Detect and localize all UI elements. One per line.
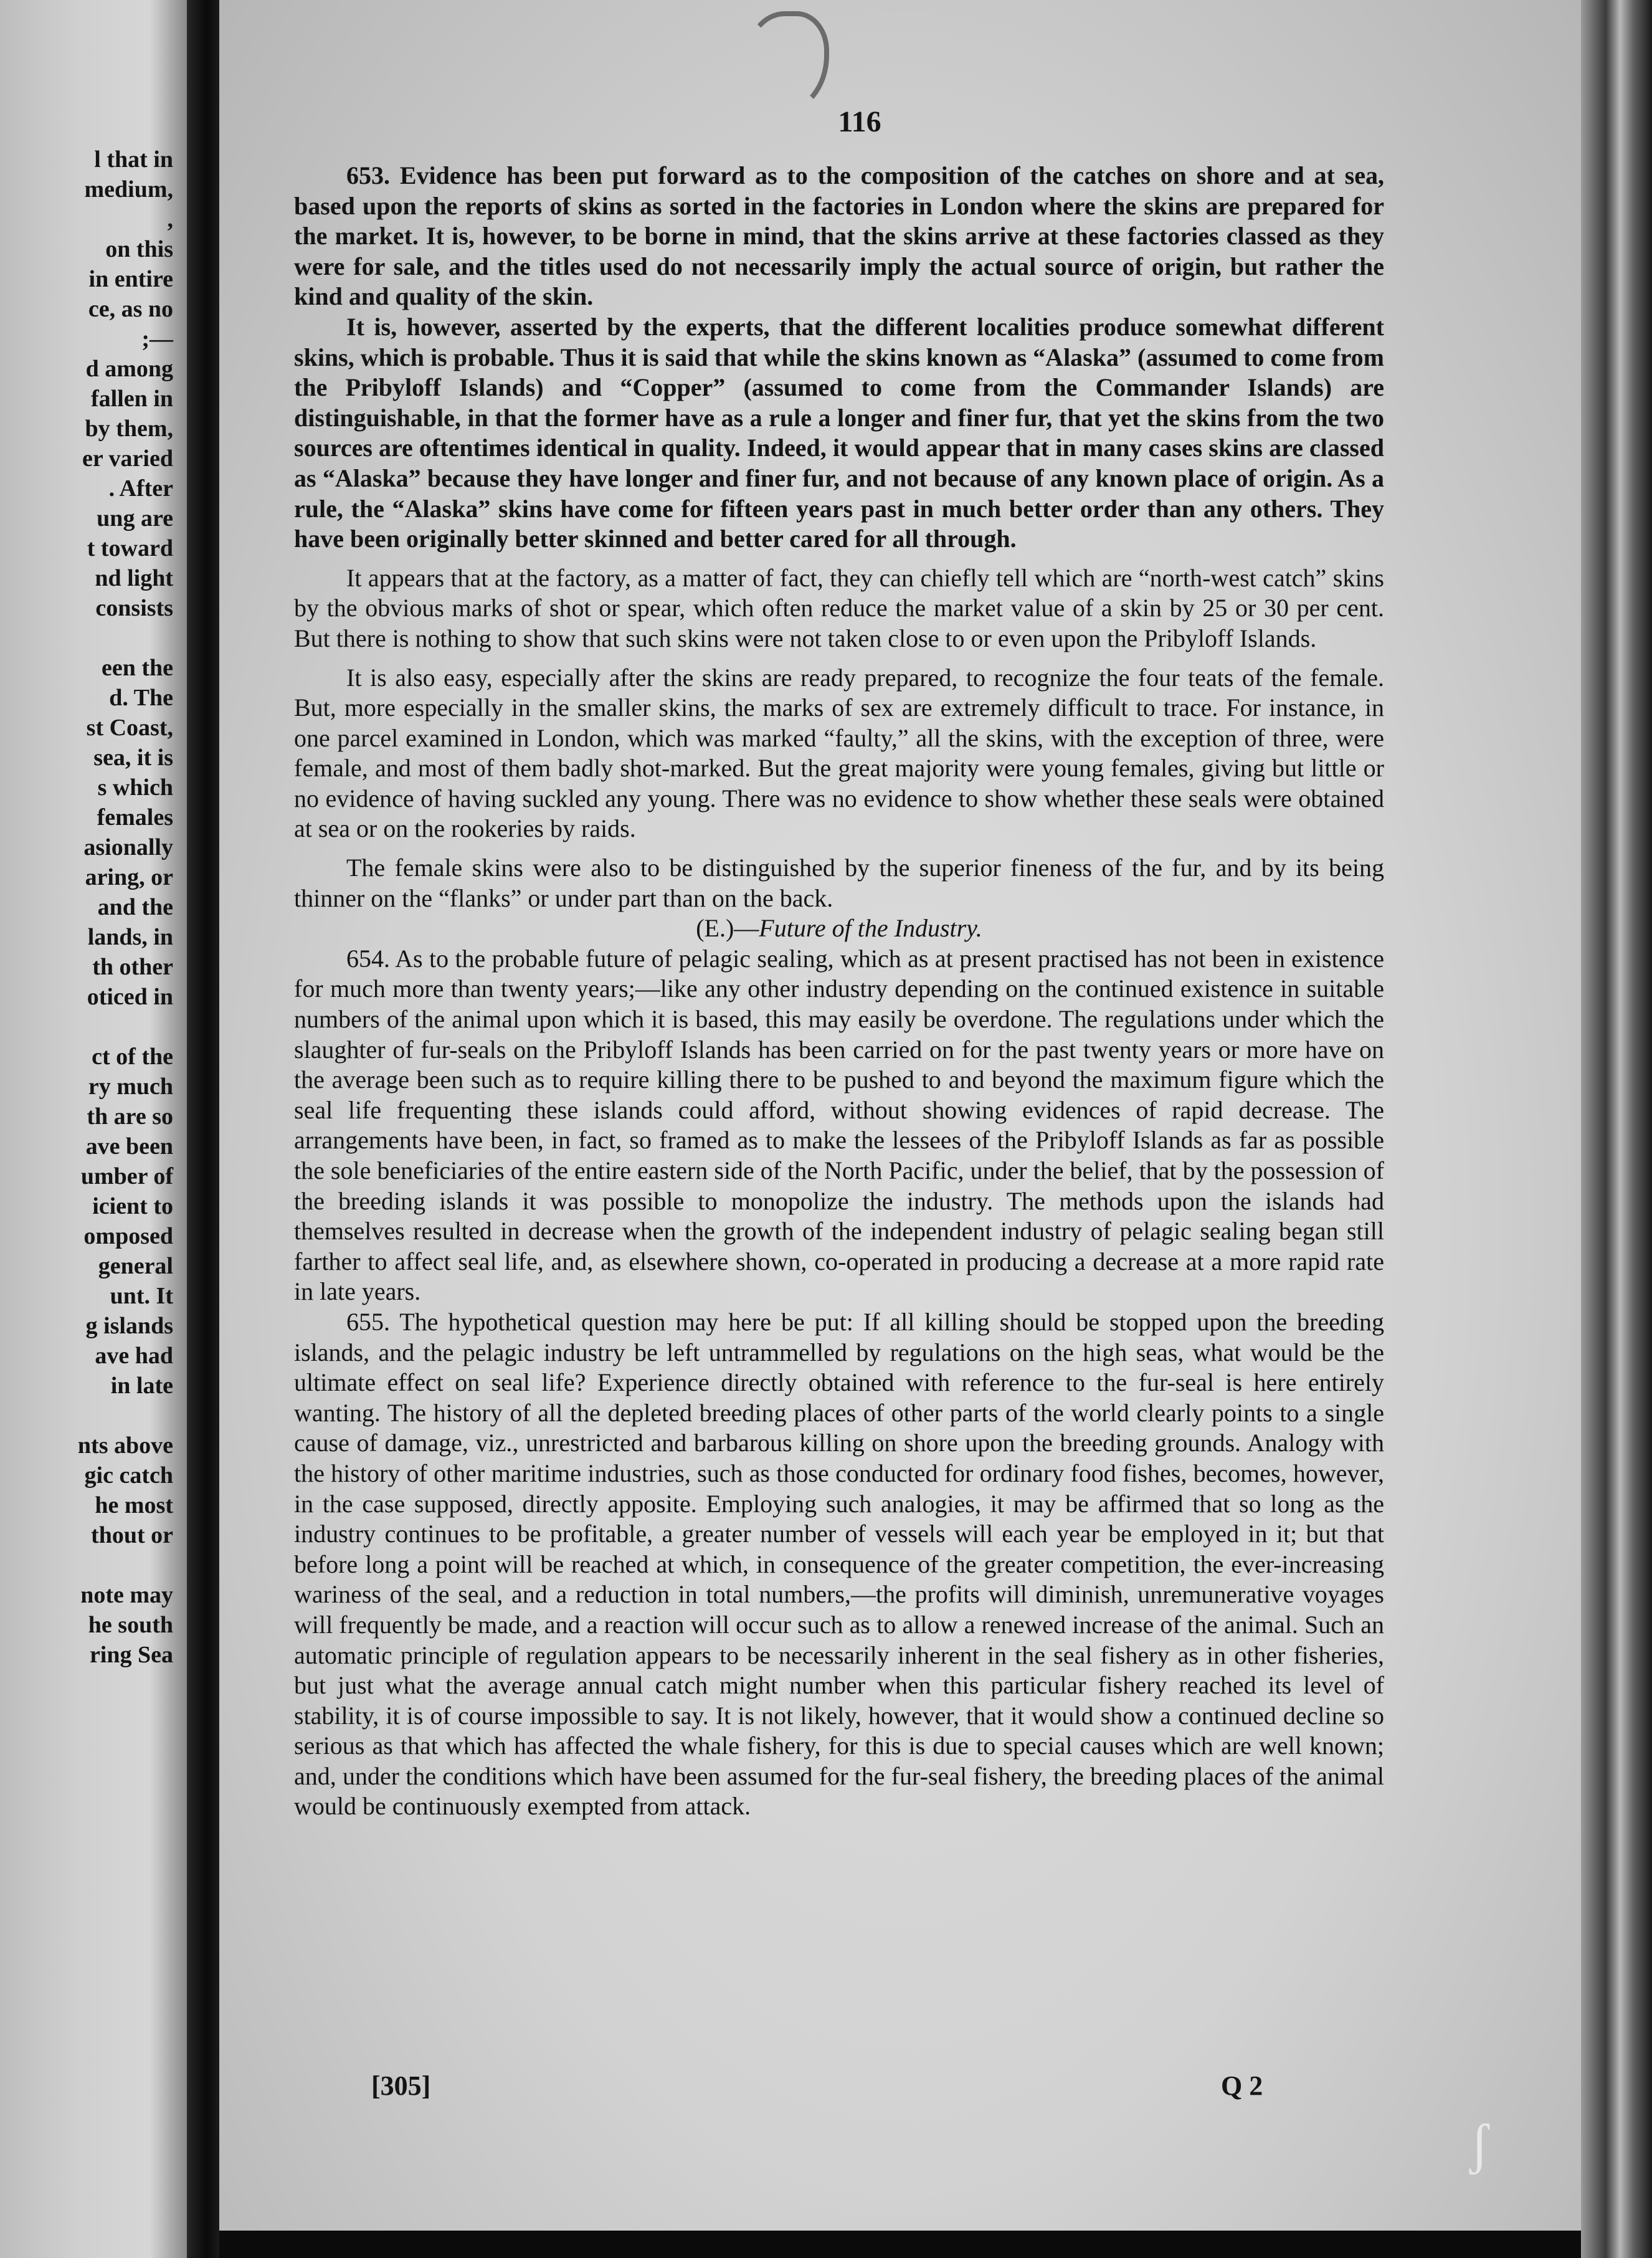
paragraph-653-localities: It is, however, asserted by the experts, that the different localities produce somewhat different skins, which is probable. Thus it is said that while the skins known as “Alaska” (assumed to come from the Pribyloff Islands) and “Copper” (assumed to come from the Commander Islands) are distinguishable, in that the former have as a rule a longer and finer fur, that yet the skins from the two sources are oftentimes identical in quality. Indeed, it would appear that in many cases skins are classed as “Alaska” because they have longer and finer fur, and not because of any known place of origin. As a rule, the “Alaska” skins have come for fifteen years past in much better order than any others. They have been originally better skinned and better cared for all through. xyxy=(294,312,1384,553)
page-edge xyxy=(1581,0,1652,2258)
facing-page-line: in entire xyxy=(88,266,173,292)
facing-page-gap xyxy=(78,1012,173,1042)
section-heading-title: Future of the Industry. xyxy=(759,914,982,943)
facing-page-line: he south xyxy=(88,1612,173,1638)
facing-page-gap xyxy=(78,623,173,653)
facing-page-line: aring, or xyxy=(85,864,173,890)
facing-page-line: een the xyxy=(101,655,173,681)
facing-page-line: note may xyxy=(80,1582,173,1608)
facing-page-line: th other xyxy=(92,954,173,980)
facing-page-line: medium, xyxy=(84,176,173,202)
facing-page-line: gic catch xyxy=(84,1462,173,1489)
paragraph-653-female-skins: The female skins were also to be distinguished by the superior fineness of the fur, and by its being thinner on the “flanks” or under part than on the back. xyxy=(294,854,1384,912)
facing-page-line: st Coast, xyxy=(86,715,173,741)
facing-page-line: ce, as no xyxy=(88,296,173,322)
facing-page-line: sea, it is xyxy=(93,745,173,771)
facing-page-line: oticed in xyxy=(87,984,173,1010)
facing-page-line: ;— xyxy=(141,326,173,352)
facing-page-line: fallen in xyxy=(91,386,173,412)
facing-page-line: umber of xyxy=(80,1163,173,1189)
book-gutter xyxy=(187,0,219,2258)
paragraph-654: 654. As to the probable future of pelagic sealing, which as at present practised has not been in existence for much more than twenty years;—like any other industry depending on the continued existence in suitable numbers of the animal upon which it is based, this may easily be overdone. The regulations under which the slaughter of fur-seals on the Pribyloff Islands has been carried on for the past twenty years or more have on the average been such as to require killing there to be pushed to and beyond the maximum figure which the seal life frequenting these islands could afford, without showing evidences of rapid decrease. The arrangements have been, in fact, so framed as to make the lessees of the Pribyloff Islands as far as possible the sole beneficiaries of the entire eastern side of the North Pacific, under the belief, that by the possession of the breeding islands it was possible to monopolize the industry. The methods upon the islands had themselves resulted in decrease when the growth of the independent industry of pelagic sealing began still farther to affect seal life, and, as elsewhere shown, co-operated in producing a decrease at a more rapid rate in late years. xyxy=(294,944,1384,1306)
facing-page-line: he most xyxy=(95,1492,173,1518)
facing-page-line: thout or xyxy=(91,1522,173,1548)
paragraph-655: 655. The hypothetical question may here be put: If all killing should be stopped upon the breeding islands, and the pelagic industry be left untrammelled by regulations on the high seas, what would be the ultimate effect on seal life? Experience directly obtained with reference to the fur-seal is here entirely wanting. The history of all the depleted breeding places of other parts of the world clearly points to a single cause of damage, viz., unrestricted and barbarous killing on shore upon the breeding grounds. Analogy with the history of other maritime industries, such as those conducted for ordinary food fishes, becomes, however, in the case supposed, directly apposite. Employing such analogies, it may be affirmed that so long as the industry continues to be profitable, a greater number of vessels will each year be employed in it; but that before long a point will be reached at which, in consequence of the greater competition, the ever-increasing wariness of the seal, and a reduction in total numbers,—the profits will diminish, unremunerative voyages will frequently be made, and a reaction will occur such as to allow a renewed increase of the animal. Such an automatic principle of regulation appears to be necessarily inherent in the seal fishery as in other fisheries, but just what the average annual catch might number when this particular fishery reached its level of stability, it is of course impossible to say. It is not likely, however, that it would show a continued decline so serious as that which has affected the whale fishery, for this is due to special causes which are well known; and, under the conditions which have been assumed for the fur-seal fishery, the breeding places of the animal would be continuously exempted from attack. xyxy=(294,1307,1384,1821)
paragraph-653-female-teats: It is also easy, especially after the skins are ready prepared, to recognize the four teats of the female. But, more especially in the smaller skins, the marks of sex are extremely difficult to trace. For instance, in one parcel examined in London, which was marked “faulty,” all the skins, with the exception of three, were female, and most of them badly shot-marked. But the great majority were young females, giving but little or no evidence of having suckled any young. There was no evidence to show whether these seals were obtained at sea or on the rookeries by raids. xyxy=(294,663,1384,843)
facing-page-line: and the xyxy=(97,894,173,920)
section-heading xyxy=(294,913,1384,944)
facing-page-line: ave been xyxy=(85,1133,173,1160)
facing-page-line: unt. It xyxy=(110,1283,173,1309)
facing-page-line: by them, xyxy=(85,416,173,442)
paragraph-653-factory: It appears that at the factory, as a matter of fact, they can chiefly tell which are “north-west catch” skins by the obvious marks of shot or spear, which often reduce the market value of a skin by 25 or 30 per cent. But there is nothing to show that such skins were not taken close to or even upon the Pribyloff Islands. xyxy=(294,563,1384,652)
facing-page-line: ring Sea xyxy=(89,1642,173,1668)
page-body xyxy=(294,161,1384,2080)
facing-page-line: er varied xyxy=(82,445,173,472)
facing-page-line: omposed xyxy=(83,1223,173,1249)
facing-page-line: s which xyxy=(97,774,173,801)
facing-page-line: th are so xyxy=(87,1103,173,1130)
facing-page-gap xyxy=(78,1550,173,1580)
facing-page-line: in late xyxy=(110,1373,173,1399)
facing-page-line: g islands xyxy=(85,1313,173,1339)
facing-page-fragment xyxy=(0,0,187,2258)
facing-page-line: ct of the xyxy=(92,1044,173,1070)
facing-page-line: l that in xyxy=(94,146,173,173)
facing-page-line: t toward xyxy=(87,535,173,561)
page-number: 116 xyxy=(838,105,881,138)
facing-page-line: nts above xyxy=(77,1432,173,1459)
facing-page-line: ung are xyxy=(97,505,173,531)
facing-page-line: lands, in xyxy=(87,924,173,950)
facing-page-line: females xyxy=(97,804,173,831)
corner-mark: ʃ xyxy=(1470,2113,1489,2175)
facing-page-line: , xyxy=(167,206,173,232)
facing-page-line: consists xyxy=(95,595,173,621)
facing-page-line: ry much xyxy=(88,1074,173,1100)
facing-page-line: general xyxy=(98,1253,173,1279)
facing-page-line: d among xyxy=(85,356,173,382)
section-heading-prefix: (E.)— xyxy=(696,914,759,943)
sheet-mark: Q 2 xyxy=(1221,2070,1263,2101)
facing-page-line: ave had xyxy=(95,1343,173,1369)
facing-page-line: icient to xyxy=(92,1193,173,1219)
facing-page-line: asionally xyxy=(83,834,173,860)
facing-page-text xyxy=(78,145,173,1670)
facing-page-gap xyxy=(78,1401,173,1431)
facing-page-line: . After xyxy=(108,475,173,502)
facing-page-line: nd light xyxy=(95,565,173,591)
printer-signature: [305] xyxy=(371,2070,431,2101)
facing-page-line: on this xyxy=(105,236,173,262)
facing-page-line: d. The xyxy=(109,685,173,711)
paragraph-653-composition: 653. Evidence has been put forward as to the composition of the catches on shore and at sea, based upon the reports of skins as sorted in the factories in London where the skins are prepared for the market. It is, however, to be borne in mind, that the skins arrive at these factories classed as they were for sale, and the titles used do not necessarily imply the actual source of origin, but rather the kind and quality of the skin. xyxy=(294,161,1384,311)
